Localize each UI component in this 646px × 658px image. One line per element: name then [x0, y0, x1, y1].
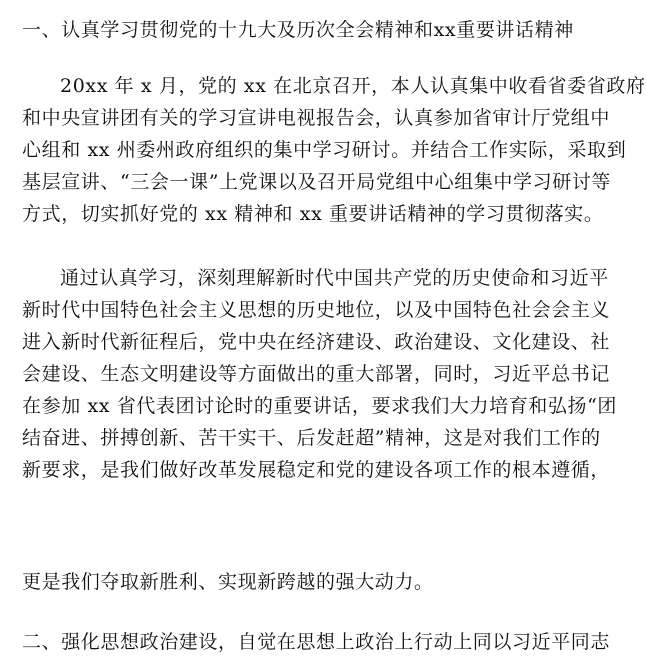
- paragraph-2-line: 进入新时代新征程后，党中央在经济建设、政治建设、文化建设、社: [22, 331, 611, 353]
- section-heading-2: 二、强化思想政治建设，自觉在思想上政治上行动上同以习近平同志: [22, 631, 611, 653]
- paragraph-1-line: 20xx 年 x 月，党的 xx 在北京召开，本人认真集中收看省委省政府: [60, 75, 646, 97]
- paragraph-1: [22, 70, 646, 230]
- paragraph-2-line: 结奋进、拼搏创新、苦干实干、后发赶超”精神，这是对我们工作的: [22, 427, 601, 449]
- paragraph-2-line: 新要求，是我们做好改革发展稳定和党的建设各项工作的根本遵循，: [22, 459, 611, 481]
- paragraph-3: [22, 566, 620, 598]
- section-heading-1: 一、认真学习贯彻党的十九大及历次全会精神和xx重要讲话精神: [22, 19, 574, 41]
- paragraph-1-line: 和中央宣讲团有关的学习宣讲电视报告会，认真参加省审计厅党组中: [22, 107, 611, 129]
- paragraph-2-line: 在参加 xx 省代表团讨论时的重要讲话，要求我们大力培育和弘扬“团: [22, 395, 618, 417]
- paragraph-1-line: 基层宣讲、“三会一课”上党课以及召开局党组中心组集中学习研讨等: [22, 171, 612, 193]
- paragraph-3-line: 更是我们夺取新胜利、实现新跨越的强大动力。: [22, 571, 434, 593]
- paragraph-2-line: 新时代中国特色社会主义思想的历史地位，以及中国特色社会会主义: [22, 299, 611, 321]
- paragraph-1-line: 心组和 xx 州委州政府组织的集中学习研讨。并结合工作实际，采取到: [22, 139, 627, 161]
- paragraph-2-line: 会建设、生态文明建设等方面做出的重大部署，同时，习近平总书记: [22, 363, 611, 385]
- paragraph-2-line: 通过认真学习，深刻理解新时代中国共产党的历史使命和习近平: [60, 267, 609, 289]
- paragraph-1-line: 方式，切实抓好党的 xx 精神和 xx 重要讲话精神的学习贯彻落实。: [22, 203, 604, 225]
- paragraph-2: [22, 262, 620, 486]
